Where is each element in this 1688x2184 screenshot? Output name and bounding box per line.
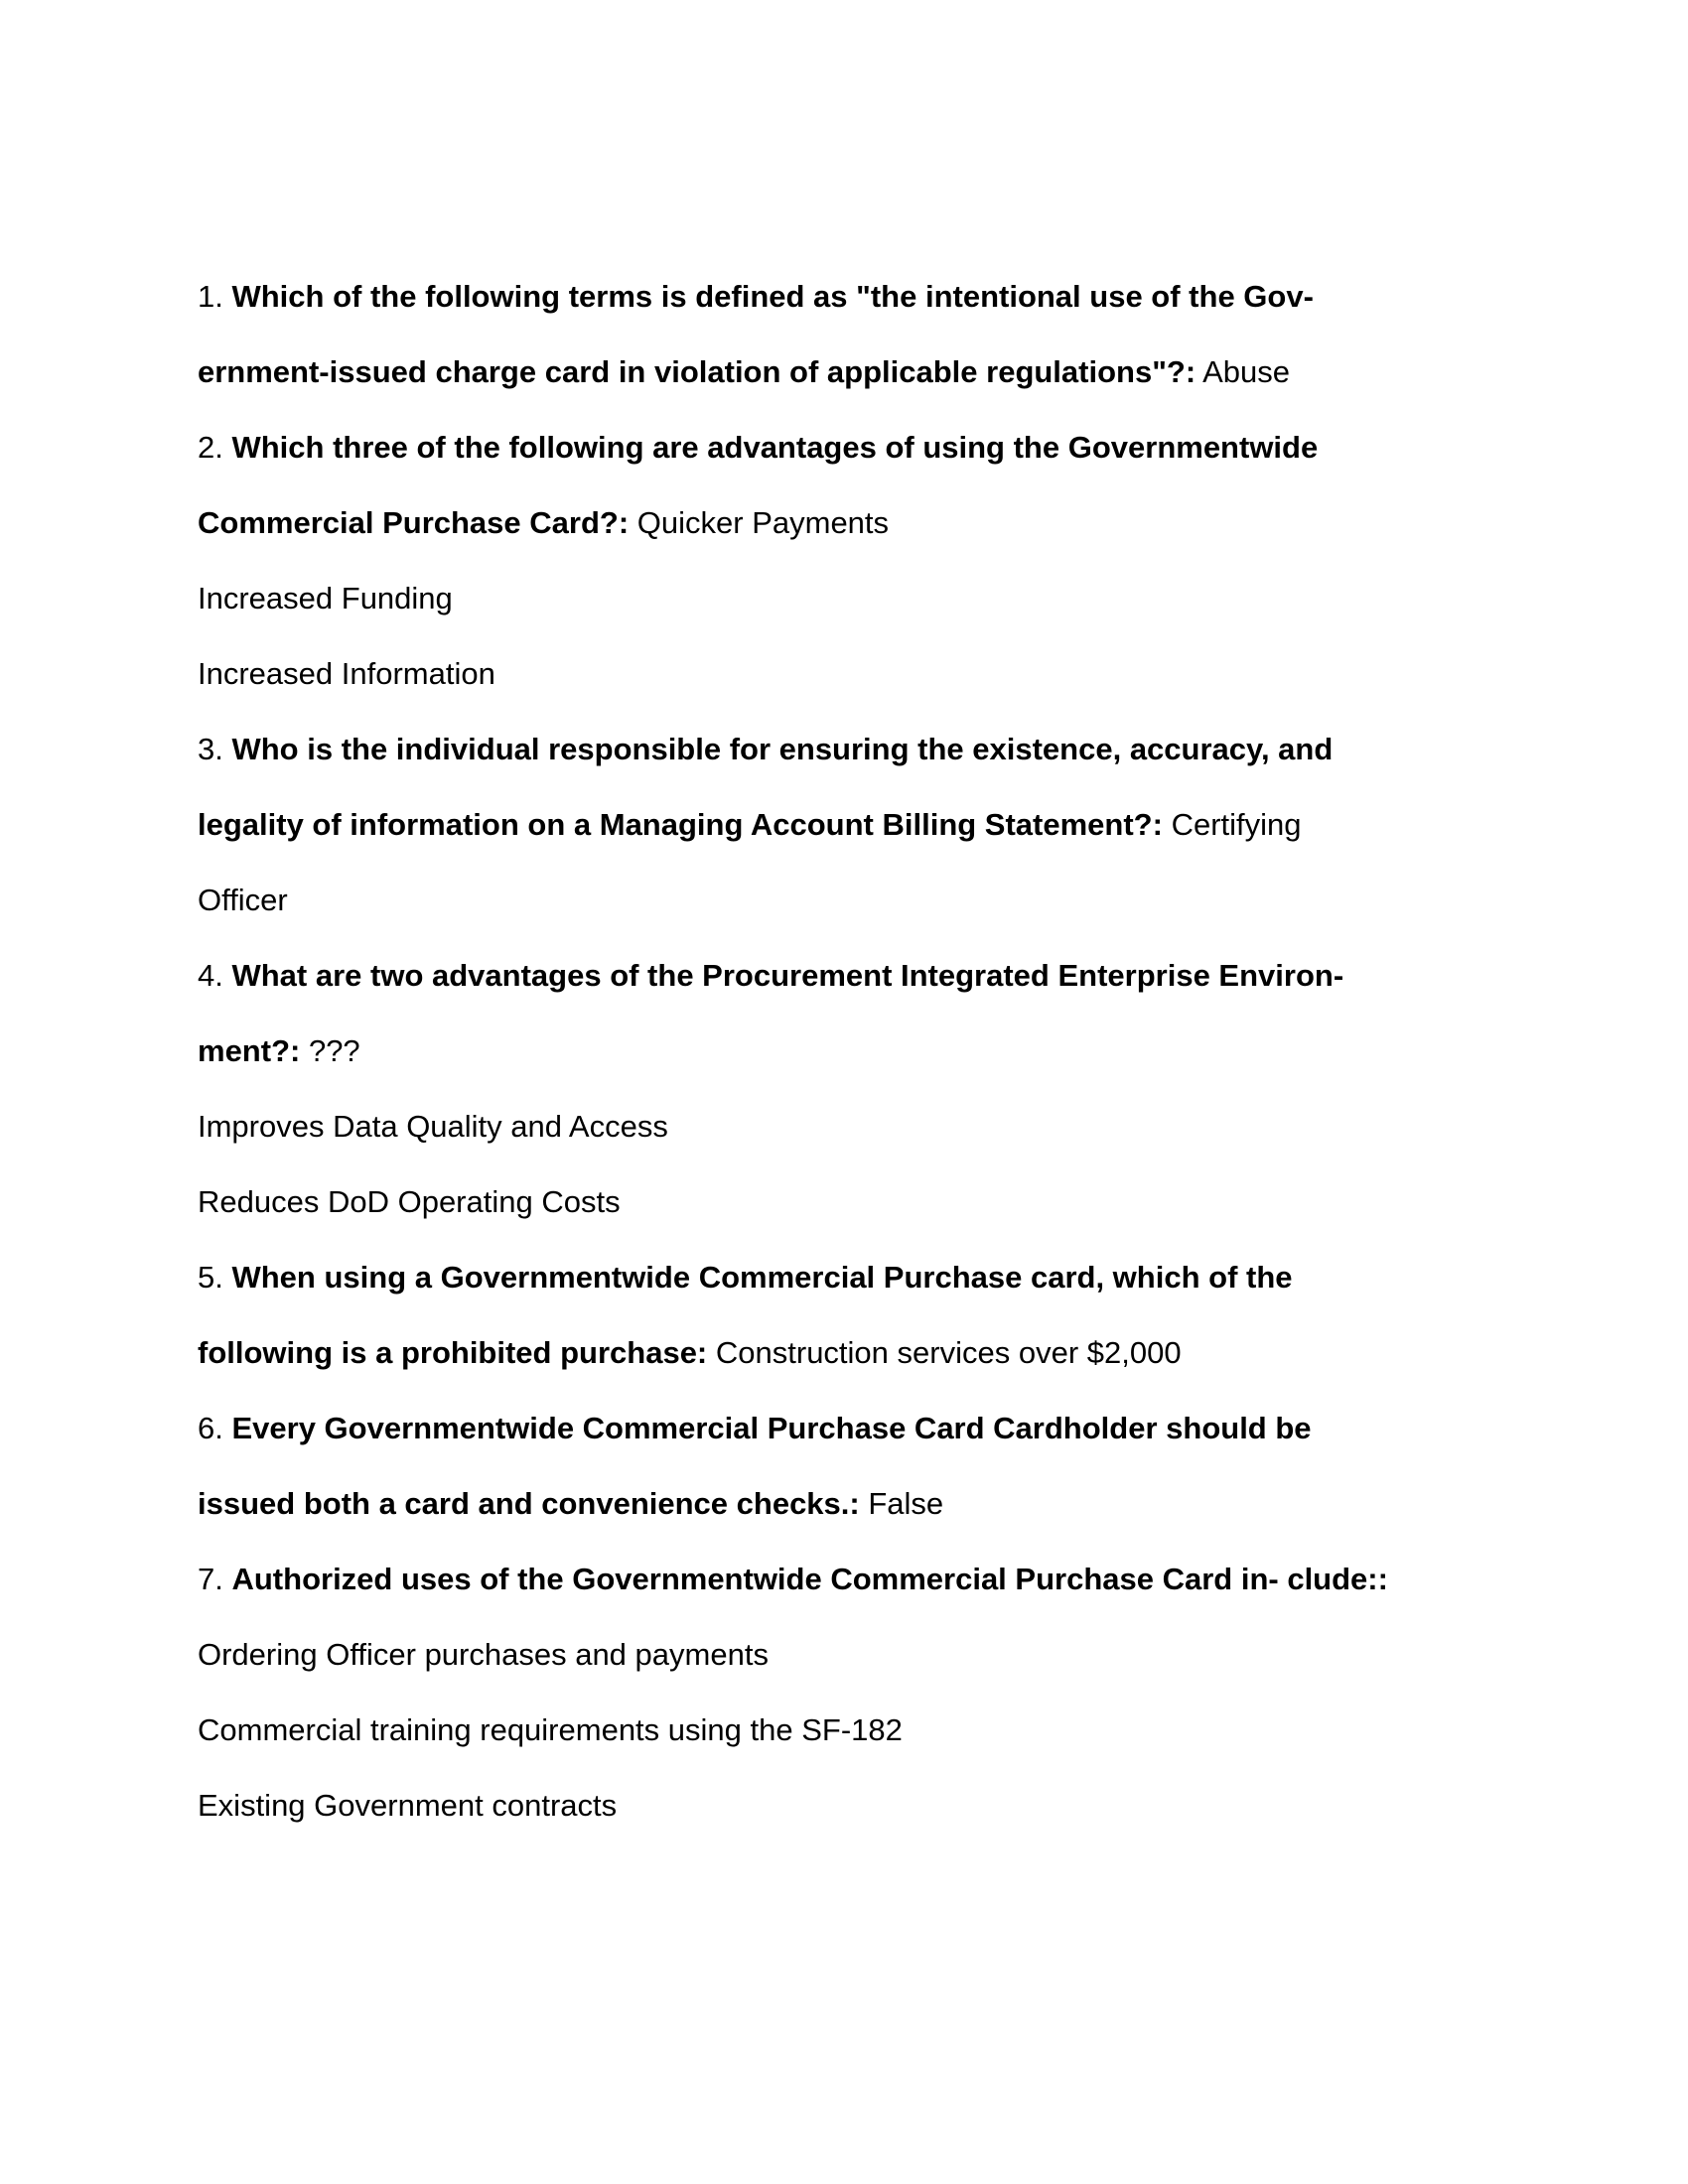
question-text: Who is the individual responsible for ensuring the existence, accuracy, and (231, 732, 1334, 766)
answer-line: Increased Funding (198, 581, 453, 615)
answer-text: False (868, 1486, 944, 1521)
answer-text: ??? (308, 1033, 360, 1068)
answer-line: Increased Information (198, 656, 495, 691)
question-4-line-2 (198, 1014, 1388, 1089)
question-text: ernment-issued charge card in violation of applicable regulations"?: (198, 354, 1196, 389)
question-number: 4. (198, 958, 223, 993)
document-body (198, 259, 1388, 1843)
question-number: 2. (198, 430, 223, 465)
question-1-line-1 (198, 259, 1388, 335)
question-text: Authorized uses of the Governmentwide Commercial Purchase Card in- clude:: (231, 1562, 1388, 1596)
question-3-line-2 (198, 787, 1388, 863)
question-number: 6. (198, 1411, 223, 1445)
question-text: Which of the following terms is defined as "the intentional use of the Gov- (231, 279, 1314, 314)
answer-text: Certifying (1171, 807, 1302, 842)
question-number: 7. (198, 1562, 223, 1596)
question-text: issued both a card and convenience checks.: (198, 1486, 860, 1521)
answer-line: Ordering Officer purchases and payments (198, 1637, 769, 1672)
question-5-line-2 (198, 1315, 1388, 1391)
answer-text: Construction services over $2,000 (715, 1335, 1182, 1370)
question-text: Commercial Purchase Card?: (198, 505, 630, 540)
answer-line: Improves Data Quality and Access (198, 1109, 668, 1144)
question-6-line-1 (198, 1391, 1388, 1466)
question-5-line-1 (198, 1240, 1388, 1315)
answer-line: Officer (198, 883, 288, 917)
answer-line: Reduces DoD Operating Costs (198, 1184, 621, 1219)
question-6-line-2 (198, 1466, 1388, 1542)
question-number: 5. (198, 1260, 223, 1295)
question-1-line-2 (198, 335, 1388, 410)
question-text: When using a Governmentwide Commercial Purchase card, which of the (231, 1260, 1293, 1295)
question-7-line-1 (198, 1542, 1388, 1617)
question-number: 3. (198, 732, 223, 766)
question-text: ment?: (198, 1033, 301, 1068)
question-2-line-2 (198, 485, 1388, 561)
answer-text: Abuse (1202, 354, 1290, 389)
question-text: Which three of the following are advantages of using the Governmentwide (231, 430, 1319, 465)
question-text: following is a prohibited purchase: (198, 1335, 708, 1370)
question-text: What are two advantages of the Procurement Integrated Enterprise Environ- (231, 958, 1344, 993)
answer-line: Existing Government contracts (198, 1788, 618, 1823)
question-number: 1. (198, 279, 223, 314)
answer-line: Commercial training requirements using the SF-182 (198, 1712, 903, 1747)
question-4-line-1 (198, 938, 1388, 1014)
question-2-line-1 (198, 410, 1388, 485)
question-text: Every Governmentwide Commercial Purchase Card Cardholder should be (231, 1411, 1312, 1445)
question-3-line-1 (198, 712, 1388, 787)
question-text: legality of information on a Managing Account Billing Statement?: (198, 807, 1163, 842)
answer-text: Quicker Payments (636, 505, 890, 540)
